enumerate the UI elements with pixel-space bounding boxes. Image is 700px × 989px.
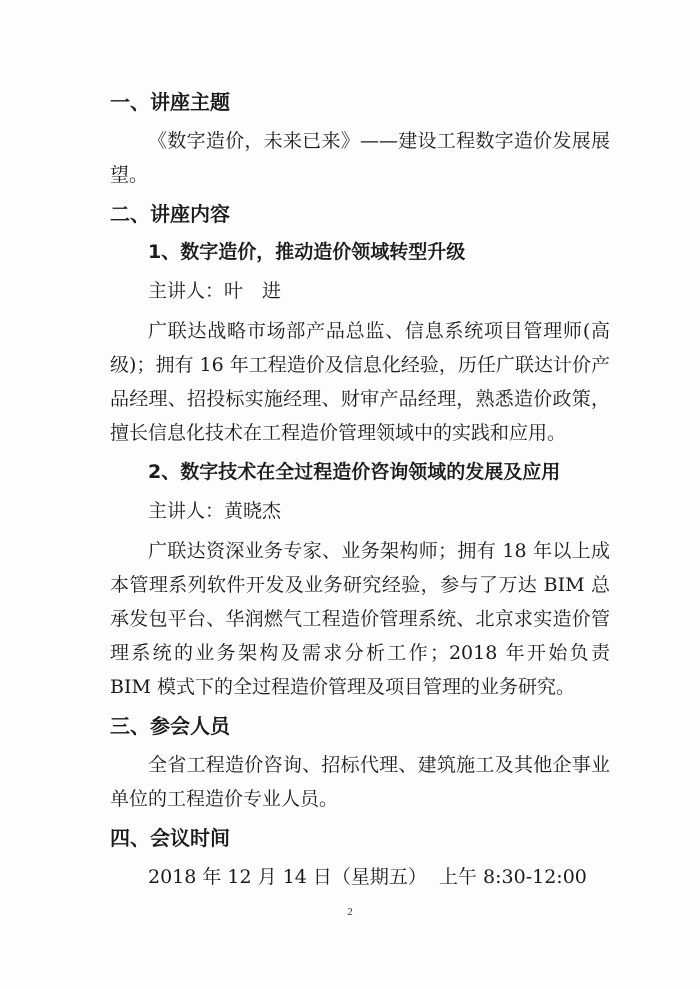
lecture-2-speaker: 主讲人：黄晓杰	[148, 500, 282, 522]
attendees-text: 全省工程造价咨询、招标代理、建筑施工及其他企事业单位的工程造价专业人员。	[110, 754, 610, 810]
lecture-1-title: 1、数字造价，推动造价领域转型升级	[148, 241, 466, 263]
lecture-1-speaker: 主讲人：叶 进	[148, 280, 282, 302]
lecture-2-title: 2、数字技术在全过程造价咨询领域的发展及应用	[148, 461, 561, 483]
section-heading-content: 二、讲座内容	[110, 202, 230, 226]
page-number: 2	[347, 906, 353, 918]
section-heading-attendees: 三、参会人员	[110, 714, 230, 738]
section-heading-topic: 一、讲座主题	[110, 90, 230, 114]
lecture-1-speaker-bio: 广联达战略市场部产品总监、信息系统项目管理师(高级)；拥有 16 年工程造价及信息化经验，历任广联达计价产品经理、招投标实施经理、财审产品经理，熟悉造价政策，擅长信息化技术在工程造价管理领域中的实践和应用。	[110, 320, 610, 444]
meeting-time-text: 2018 年 12 月 14 日（星期五） 上午 8:30-12:00	[148, 866, 587, 888]
document-body	[110, 86, 610, 894]
topic-text: 《数字造价，未来已来》——建设工程数字造价发展展望。	[110, 130, 610, 186]
section-heading-time: 四、会议时间	[110, 826, 230, 850]
lecture-2-speaker-bio: 广联达资深业务专家、业务架构师；拥有 18 年以上成本管理系列软件开发及业务研究经验，参与了万达 BIM 总承发包平台、华润燃气工程造价管理系统、北京求实造价管理系统的业务架构及需求分析工作；2018 年开始负责 BIM 模式下的全过程造价管理及项目管理的业务研究。	[110, 540, 610, 698]
